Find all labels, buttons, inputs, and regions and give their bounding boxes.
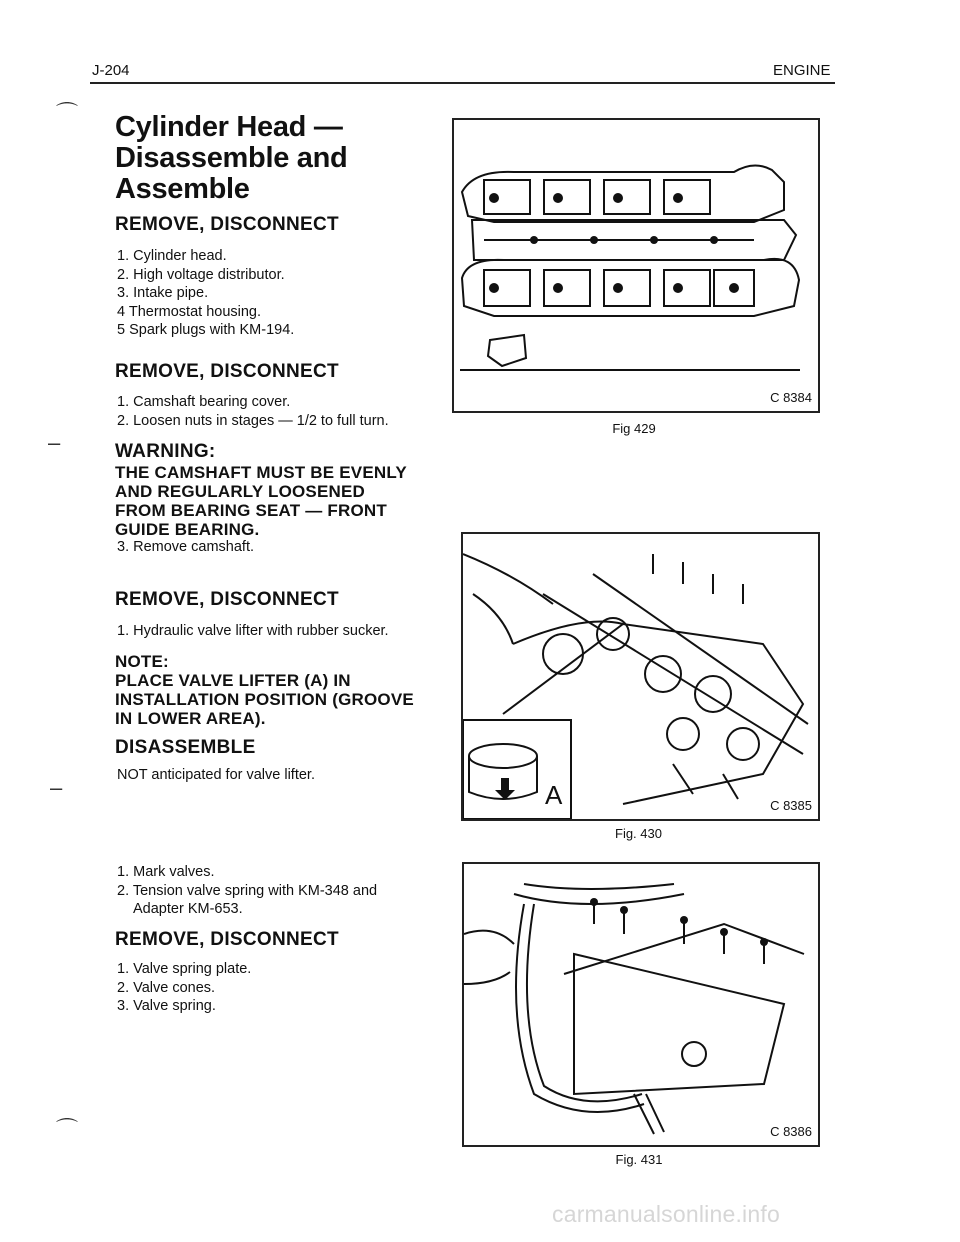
inset-label: A xyxy=(545,780,563,810)
page-number: J-204 xyxy=(92,62,130,79)
figure-429 xyxy=(452,118,820,413)
list-item: 1. Cylinder head. xyxy=(117,248,227,264)
list-item: 1. Valve spring plate. xyxy=(117,961,252,977)
section-title: ENGINE xyxy=(773,62,831,79)
list-item: 1. Mark valves. xyxy=(117,864,215,880)
list-item: 3. Remove camshaft. xyxy=(117,539,254,555)
margin-mark: – xyxy=(50,775,63,800)
note-line: IN LOWER AREA). xyxy=(115,709,266,728)
list-item: 5 Spark plugs with KM-194. xyxy=(117,322,295,338)
warning-line: FROM BEARING SEAT — FRONT xyxy=(115,501,387,520)
figure-caption: Fig. 430 xyxy=(615,826,662,841)
body-text: NOT anticipated for valve lifter. xyxy=(117,767,315,783)
item-list xyxy=(117,393,389,430)
margin-mark: ⌒ xyxy=(56,1117,79,1142)
figure-code: C 8384 xyxy=(770,390,812,405)
title-line: Cylinder Head — xyxy=(115,111,343,143)
page-title xyxy=(115,112,375,205)
figure-code: C 8386 xyxy=(770,1124,812,1139)
title-line: Assemble xyxy=(115,173,250,205)
list-item: Adapter KM-653. xyxy=(133,901,243,917)
figure-430 xyxy=(461,532,820,821)
item-list xyxy=(117,960,251,1016)
warning-label: WARNING: xyxy=(115,441,216,462)
list-item: 3. Valve spring. xyxy=(117,998,216,1014)
cylinder-head-drawing xyxy=(454,120,818,411)
item-list xyxy=(117,863,377,919)
item-list xyxy=(117,247,294,340)
section-heading: DISASSEMBLE xyxy=(115,737,256,758)
figure-code: C 8385 xyxy=(770,798,812,813)
list-item: 1. Hydraulic valve lifter with rubber sucker. xyxy=(117,623,389,639)
valve-lifter-drawing xyxy=(463,534,818,819)
figure-caption: Fig. 431 xyxy=(615,1152,663,1167)
margin-mark: ⌒ xyxy=(56,101,79,126)
list-item: 2. Tension valve spring with KM-348 and xyxy=(117,882,378,899)
valve-spring-drawing xyxy=(464,864,818,1145)
note-label: NOTE: xyxy=(115,652,169,671)
list-item: 1. Camshaft bearing cover. xyxy=(117,394,291,410)
note-line: INSTALLATION POSITION (GROOVE xyxy=(115,690,414,709)
list-item: 2. Loosen nuts in stages — 1/2 to full turn. xyxy=(117,412,389,429)
section-heading: REMOVE, DISCONNECT xyxy=(115,361,339,382)
note-line: PLACE VALVE LIFTER (A) IN xyxy=(115,671,351,690)
list-item: 3. Intake pipe. xyxy=(117,285,209,301)
title-line: Disassemble and xyxy=(115,142,348,174)
warning-line: GUIDE BEARING. xyxy=(115,520,260,539)
margin-mark: – xyxy=(48,430,61,455)
section-heading: REMOVE, DISCONNECT xyxy=(115,589,339,610)
header-rule xyxy=(90,82,835,84)
watermark: carmanualsonline.info xyxy=(552,1201,780,1227)
list-item: 2. Valve cones. xyxy=(117,979,216,996)
figure-431 xyxy=(462,862,820,1147)
figure-caption: Fig 429 xyxy=(612,421,656,436)
note-text xyxy=(115,652,414,728)
list-item: 4 Thermostat housing. xyxy=(117,303,262,320)
list-item: 2. High voltage distributor. xyxy=(117,266,285,283)
section-heading: REMOVE, DISCONNECT xyxy=(115,214,339,235)
warning-text xyxy=(115,463,407,539)
section-heading: REMOVE, DISCONNECT xyxy=(115,929,339,950)
warning-line: THE CAMSHAFT MUST BE EVENLY xyxy=(115,463,407,482)
warning-line: AND REGULARLY LOOSENED xyxy=(115,482,365,501)
